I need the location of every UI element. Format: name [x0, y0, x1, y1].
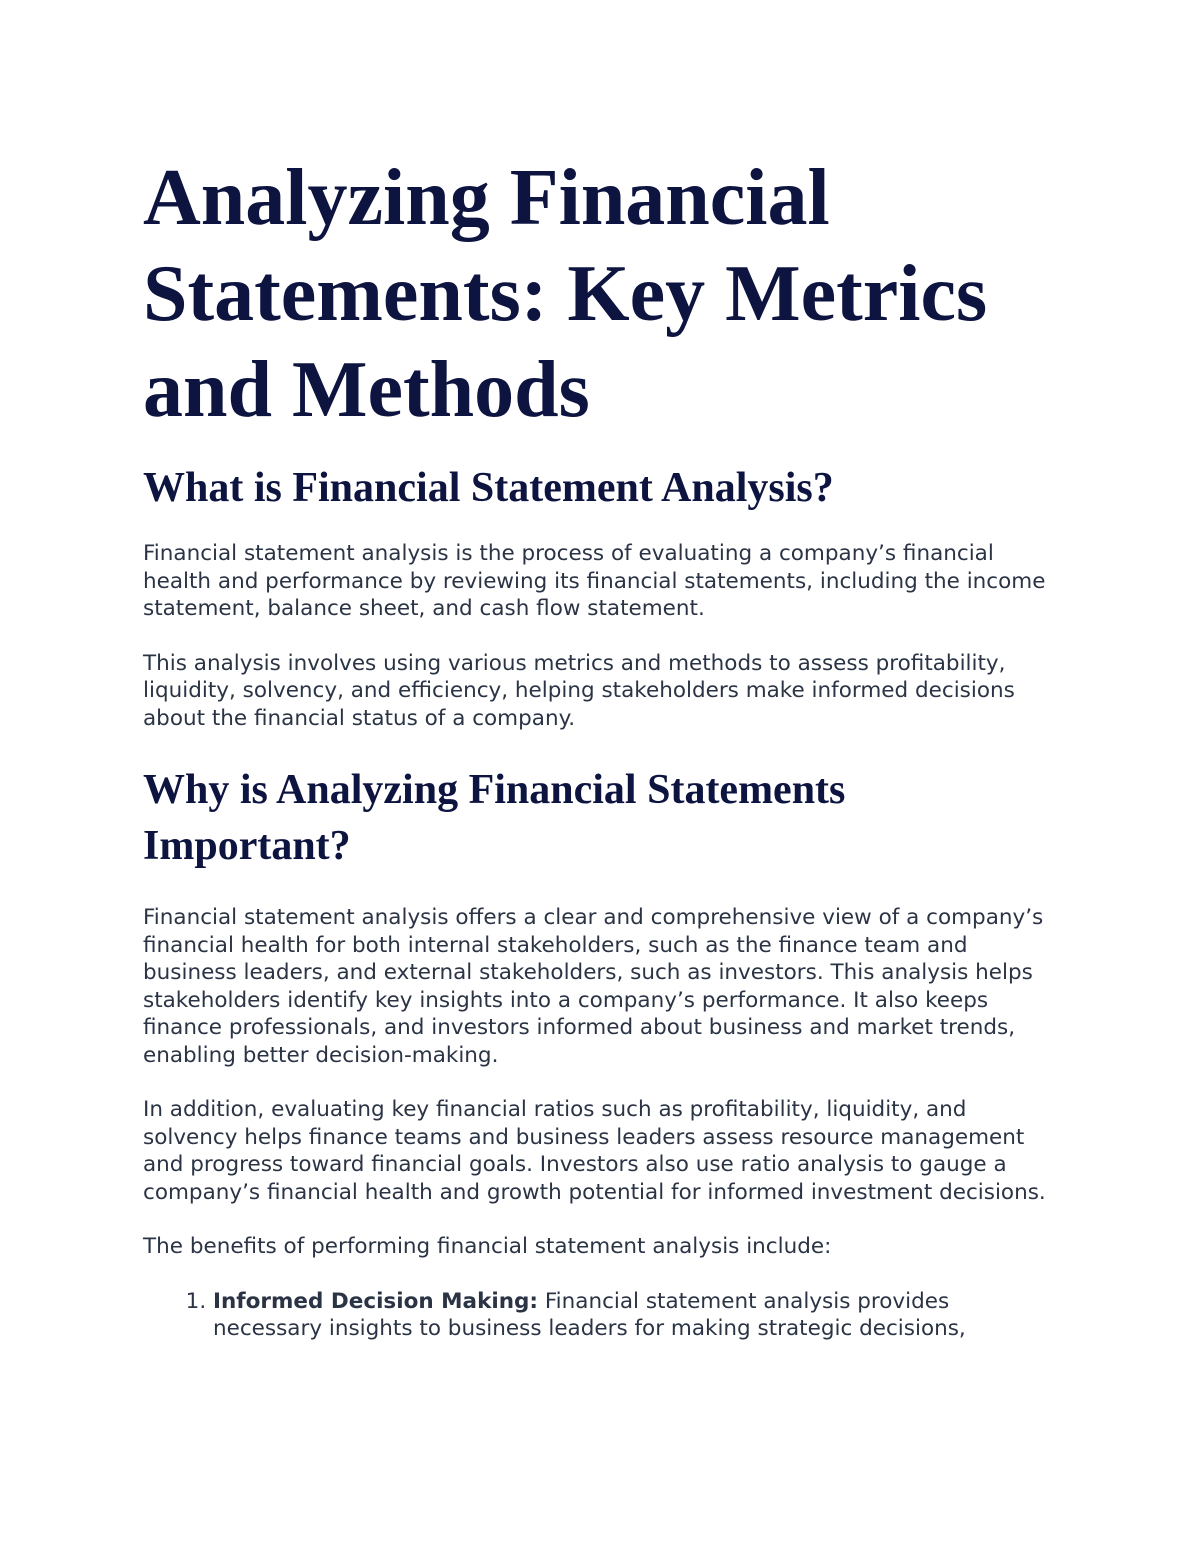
paragraph: This analysis involves using various metrics and methods to assess profitability, liquidity, solvency, and efficiency, helping stakeholders make informed decisions about the financial status of a company. [143, 650, 1015, 731]
benefits-list [143, 1288, 1063, 1343]
paragraph: In addition, evaluating key financial ratios such as profitability, liquidity, and solvency helps finance teams and business leaders assess resource management and progress toward financial goals. Investors also use ratio analysis to gauge a company’s financial health and growth potential for informed investment decisions. [143, 1097, 1046, 1205]
section-heading-why-important: Why is Analyzing Financial Statements Important? [143, 767, 846, 869]
list-item-text: Financial statement analysis provides necessary insights to business leaders for making strategic decisions, [213, 1288, 966, 1341]
paragraph: Financial statement analysis is the process of evaluating a company’s financial health and performance by reviewing its financial statements, including the income statement, balance sheet, and cash flow statement. [143, 541, 1046, 621]
paragraph: Financial statement analysis offers a clear and comprehensive view of a company’s financial health for both internal stakeholders, such as the finance team and business leaders, and external stakeholders, such as investors. This analysis helps stakeholders identify key insights into a company’s performance. It also keeps finance professionals, and investors informed about business and market trends, enabling better decision-making. [143, 905, 1044, 1068]
document-title: Analyzing Financial Statements: Key Metrics and Methods [143, 154, 988, 434]
document-page [143, 150, 1063, 1343]
list-item [213, 1288, 1063, 1343]
list-item-lead: Informed Decision Making: [213, 1288, 539, 1314]
paragraph: The benefits of performing financial statement analysis include: [143, 1234, 832, 1259]
section-heading-what-is: What is Financial Statement Analysis? [143, 465, 834, 511]
